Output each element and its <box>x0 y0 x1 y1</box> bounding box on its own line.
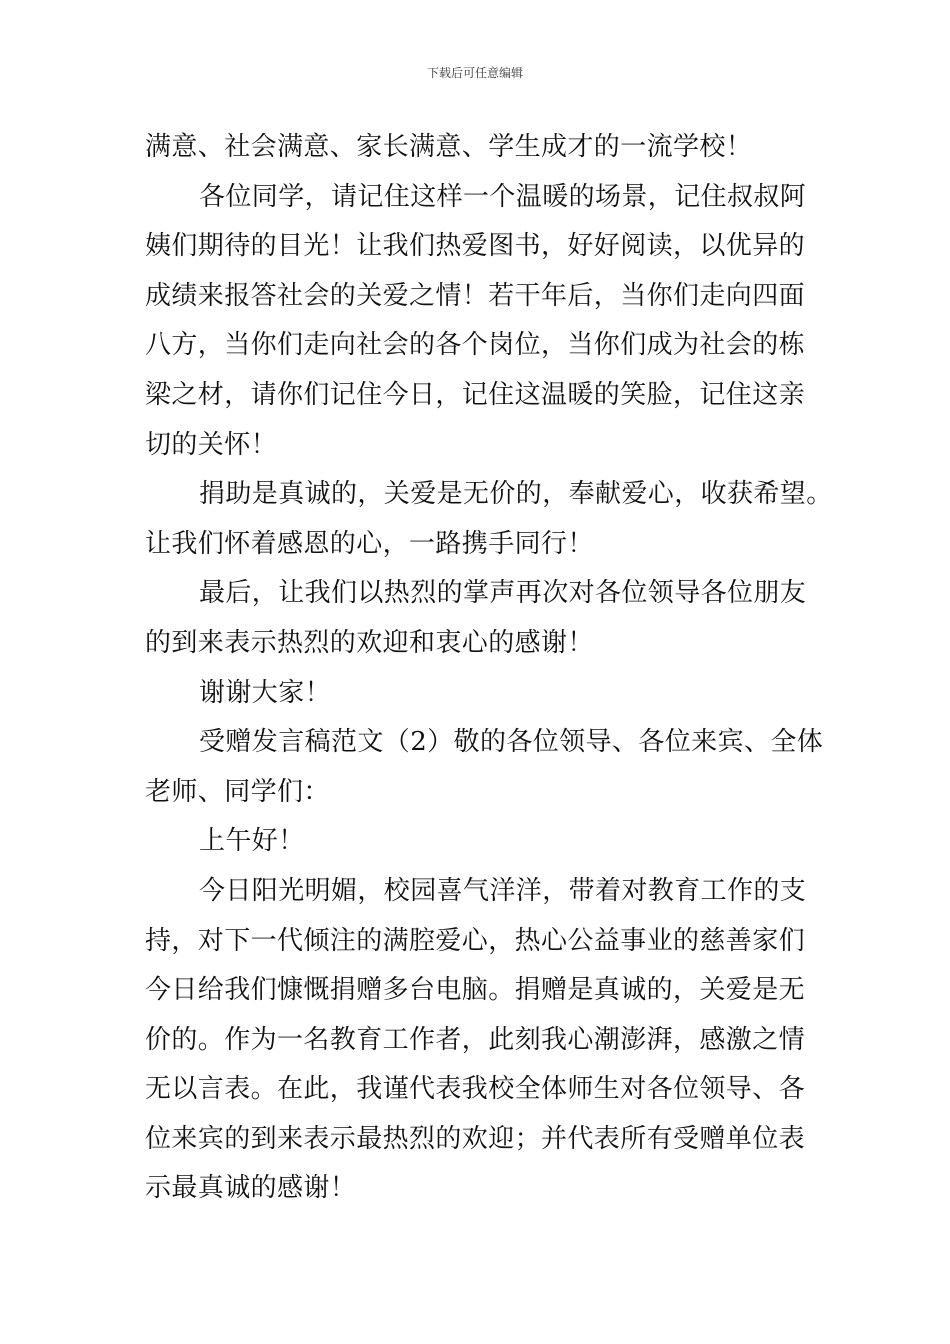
text-line: 八方，当你们走向社会的各个岗位，当你们成为社会的栋 <box>145 330 806 361</box>
text-line: 最后，让我们以热烈的掌声再次对各位领导各位朋友 <box>199 578 807 609</box>
text-line: 各位同学，请记住这样一个温暖的场景，记住叔叔阿 <box>199 181 807 212</box>
text-line: 价的。作为一名教育工作者，此刻我心潮澎湃，感激之情 <box>145 1024 806 1055</box>
document-body <box>145 123 833 1214</box>
text-line: 位来宾的到来表示最热烈的欢迎；并代表所有受赠单位表 <box>145 1123 806 1154</box>
text-line: 老师、同学们： <box>145 776 330 807</box>
text-line: 无以言表。在此，我谨代表我校全体师生对各位领导、各 <box>145 1074 806 1105</box>
text-line: 上午好！ <box>199 826 305 857</box>
text-line: 成绩来报答社会的关爱之情！若干年后，当你们走向四面 <box>145 280 806 311</box>
text-line: 今日给我们慷慨捐赠多台电脑。捐赠是真诚的，关爱是无 <box>145 975 806 1006</box>
page-header: 下载后可任意编辑 <box>426 66 523 80</box>
text-line: 梁之材，请你们记住今日，记住这温暖的笑脸，记住这亲 <box>145 379 806 410</box>
text-line: 谢谢大家！ <box>199 677 332 708</box>
text-line: 捐助是真诚的，关爱是无价的，奉献爱心，收获希望。 <box>199 479 833 510</box>
text-line: 切的关怀！ <box>145 429 278 460</box>
text-line: 持，对下一代倾注的满腔爱心，热心公益事业的慈善家们 <box>145 925 806 956</box>
text-line: 今日阳光明媚，校园喜气洋洋，带着对教育工作的支 <box>199 875 807 906</box>
text-line: 满意、社会满意、家长满意、学生成才的一流学校！ <box>145 132 753 162</box>
text-line: 的到来表示热烈的欢迎和衷心的感谢！ <box>145 627 594 658</box>
text-line: 受赠发言稿范文（2）敬的各位领导、各位来宾、全体 <box>199 727 824 758</box>
text-line: 示最真诚的感谢！ <box>145 1173 357 1204</box>
text-line: 姨们期待的目光！让我们热爱图书，好好阅读，以优异的 <box>145 231 806 262</box>
text-line: 让我们怀着感恩的心，一路携手同行！ <box>145 528 594 559</box>
